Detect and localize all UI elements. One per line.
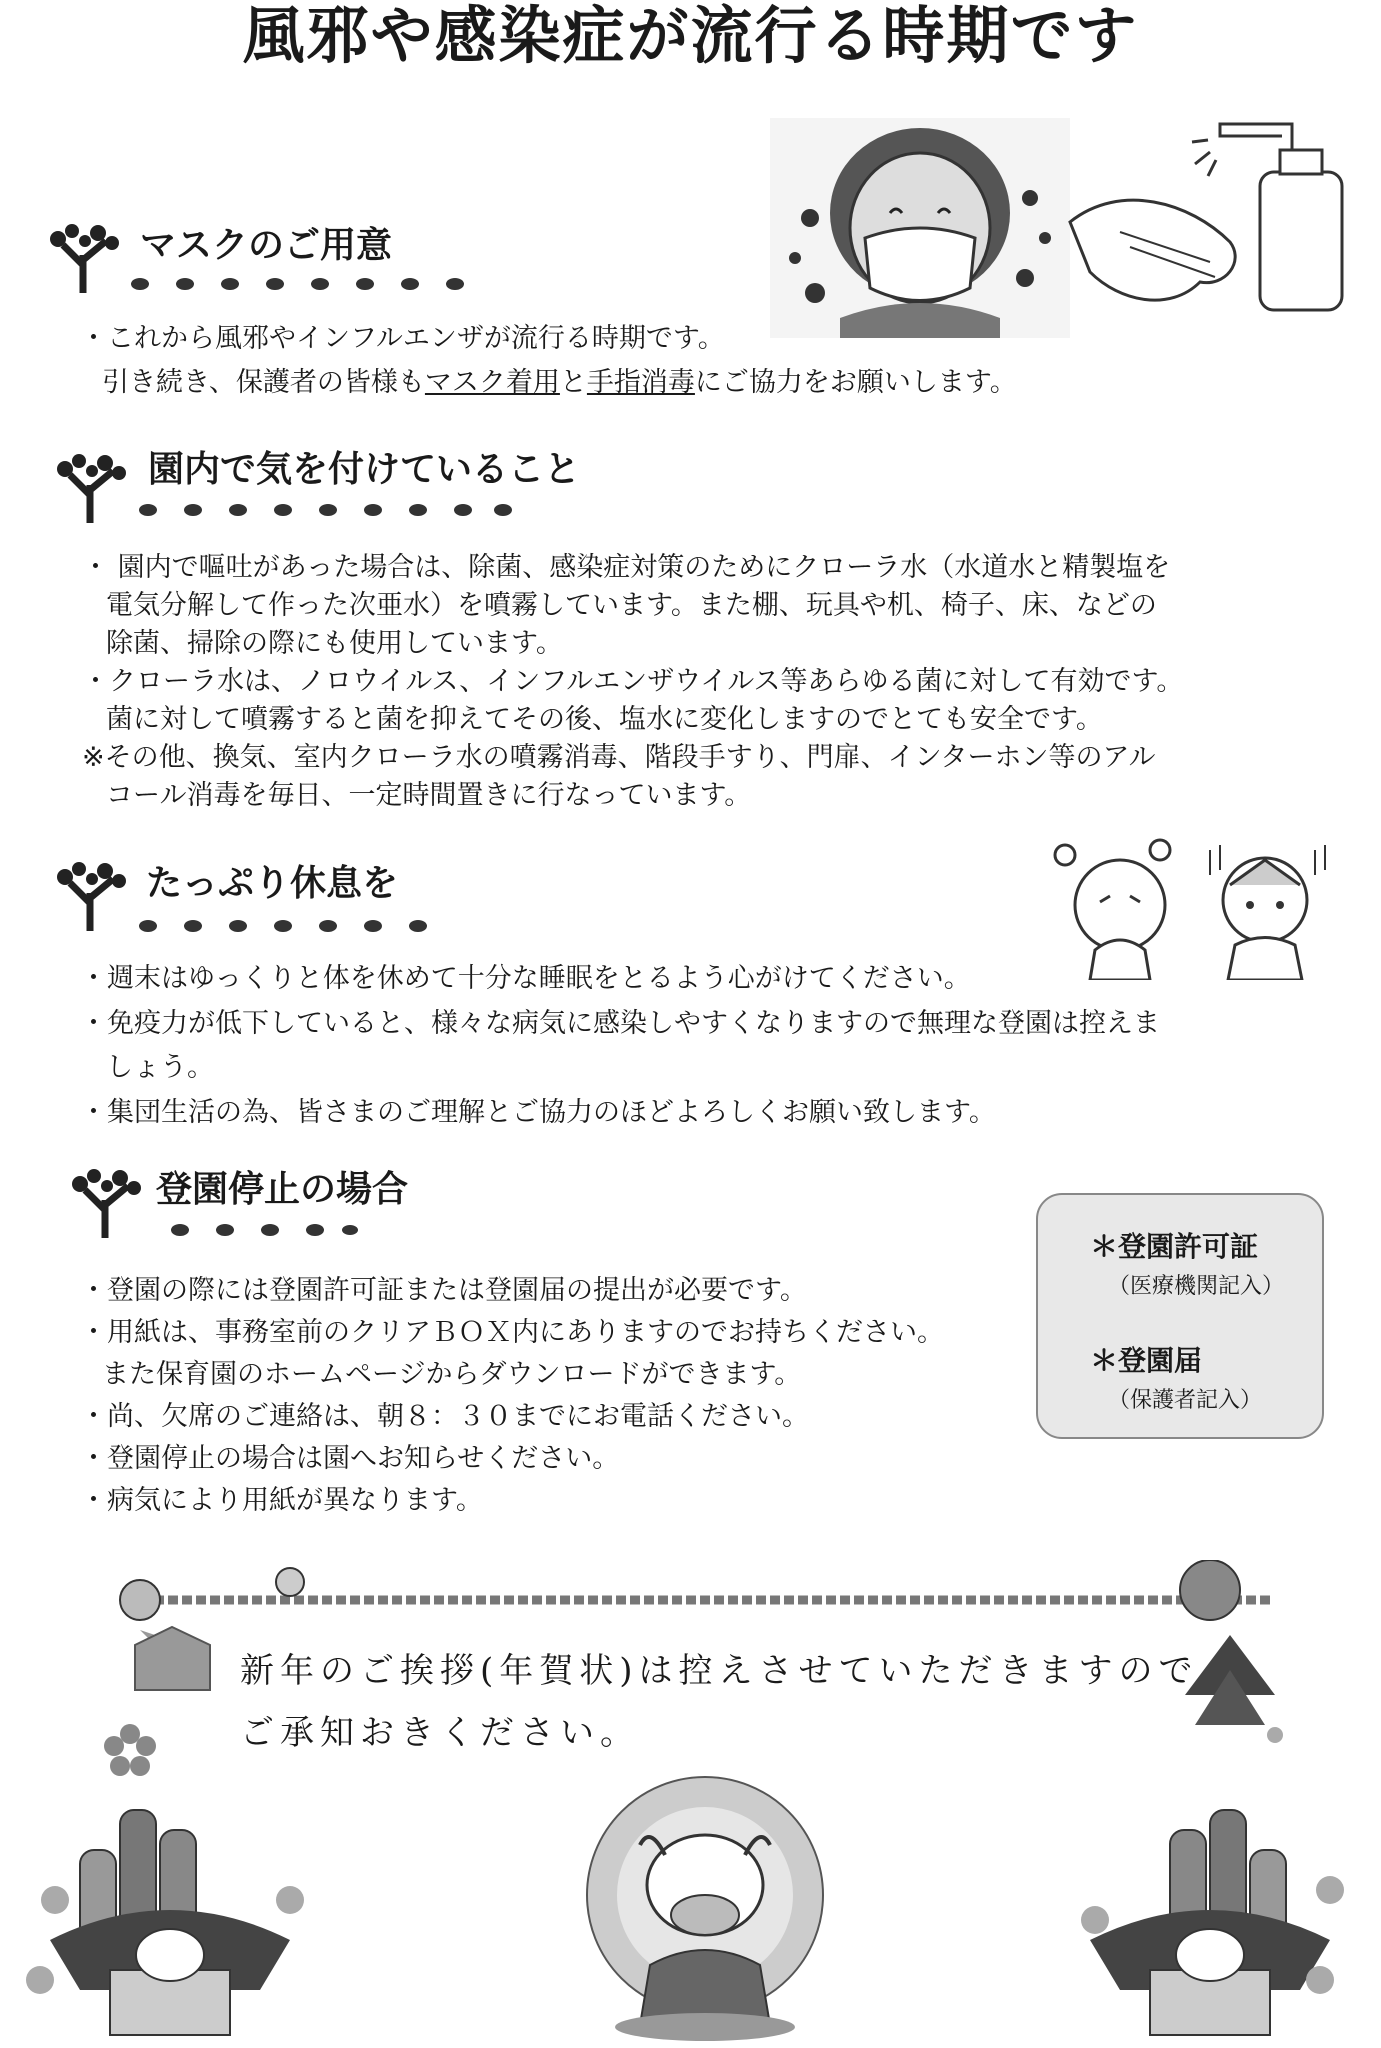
form-item-notice: ＊登園届: [1090, 1344, 1203, 1377]
ema-plaque-icon: [125, 1625, 220, 1695]
kadomatsu-illustration: [20, 1790, 320, 2040]
form-item-certificate: ＊登園許可証: [1090, 1230, 1259, 1263]
section-heading-rest: たっぷり休息を: [146, 863, 399, 904]
underline-hand-sanitize: 手指消毒: [586, 367, 695, 398]
section-3-line-3: しょう。: [106, 1052, 214, 1083]
section-3-line-1: ・週末はゆっくりと体を休めて十分な睡眠をとるよう心がけてください。: [80, 963, 971, 994]
plum-flower-icon: [100, 1720, 160, 1780]
text-suffix: にご協力をお願いします。: [694, 367, 1017, 398]
mask-illustration: [770, 118, 1070, 338]
text-prefix: 引き続き、保護者の皆様も: [102, 367, 425, 398]
leaf-dots-divider: [110, 272, 500, 296]
section-2-line-3: 除菌、掃除の際にも使用しています。: [106, 628, 563, 659]
section-4-line-3: また保育園のホームページからダウンロードができます。: [102, 1359, 802, 1390]
section-2-line-5: 菌に対して噴霧すると菌を抑えてその後、塩水に変化しますのでとても安全です。: [106, 704, 1103, 735]
section-4-line-6: ・病気により用紙が異なります。: [80, 1485, 483, 1516]
sick-children-illustration: [1040, 830, 1340, 980]
section-4-line-5: ・登園停止の場合は園へお知らせください。: [80, 1443, 620, 1474]
section-heading-mask: マスクのご用意: [140, 225, 393, 266]
leaf-dots-divider: [150, 1218, 360, 1242]
section-2-line-7: コール消毒を毎日、一定時間置きに行なっています。: [106, 780, 752, 811]
section-2-line-6: ※その他、換気、室内クローラ水の噴霧消毒、階段手すり、門扉、インターホン等のアル: [82, 742, 1156, 773]
tree-branch-icon: [60, 1160, 150, 1240]
rope-decoration: [110, 1560, 1290, 1650]
forms-info-box: [1036, 1193, 1324, 1439]
section-1-line-1: ・これから風邪やインフルエンザが流行る時期です。: [80, 323, 725, 354]
section-4-line-1: ・登園の際には登園許可証または登園届の提出が必要です。: [80, 1275, 807, 1306]
hand-sanitizer-illustration: [1060, 112, 1350, 322]
section-3-line-4: ・集団生活の為、皆さまのご理解とご協力のほどよろしくお願い致します。: [80, 1097, 996, 1128]
section-4-line-4: ・尚、欠席のご連絡は、朝８：３０までにお電話ください。: [80, 1401, 809, 1432]
new-year-notice-line-2: ご承知おきください。: [240, 1713, 640, 1753]
form-item-certificate-note: （医療機関記入）: [1108, 1274, 1285, 1299]
text-mid: と: [559, 367, 587, 398]
section-1-line-2: [102, 364, 1017, 402]
form-item-notice-note: （保護者記入）: [1108, 1388, 1263, 1413]
new-year-notice-line-1: 新年のご挨拶(年賀状)は控えさせていただきますので: [240, 1651, 1199, 1691]
section-2-line-1: ・ 園内で嘔吐があった場合は、除菌、感染症対策のためにクローラ水（水道水と精製塩を: [82, 552, 1171, 583]
section-2-line-4: ・クローラ水は、ノロウイルス、インフルエンザウイルス等あらゆる菌に対して有効です。: [82, 666, 1184, 697]
section-heading-suspension: 登園停止の場合: [156, 1169, 409, 1210]
section-4-line-2: ・用紙は、事務室前のクリアＢＯＸ内にありますのでお持ちください。: [80, 1317, 944, 1348]
underline-mask: マスク着用: [424, 367, 560, 398]
section-2-line-2: 電気分解して作った次亜水）を噴霧しています。また棚、玩具や机、椅子、床、などの: [106, 590, 1157, 621]
leaf-dots-divider: [118, 914, 438, 938]
kadomatsu-illustration: [1060, 1790, 1360, 2040]
section-heading-precautions: 園内で気を付けていること: [148, 449, 581, 490]
ox-illustration: [570, 1765, 840, 2045]
leaf-dots-divider: [118, 498, 518, 522]
page-title: 風邪や感染症が流行る時期です: [242, 0, 1139, 72]
section-3-line-2: ・免疫力が低下していると、様々な病気に感染しやすくなりますので無理な登園は控えま: [80, 1008, 1160, 1039]
